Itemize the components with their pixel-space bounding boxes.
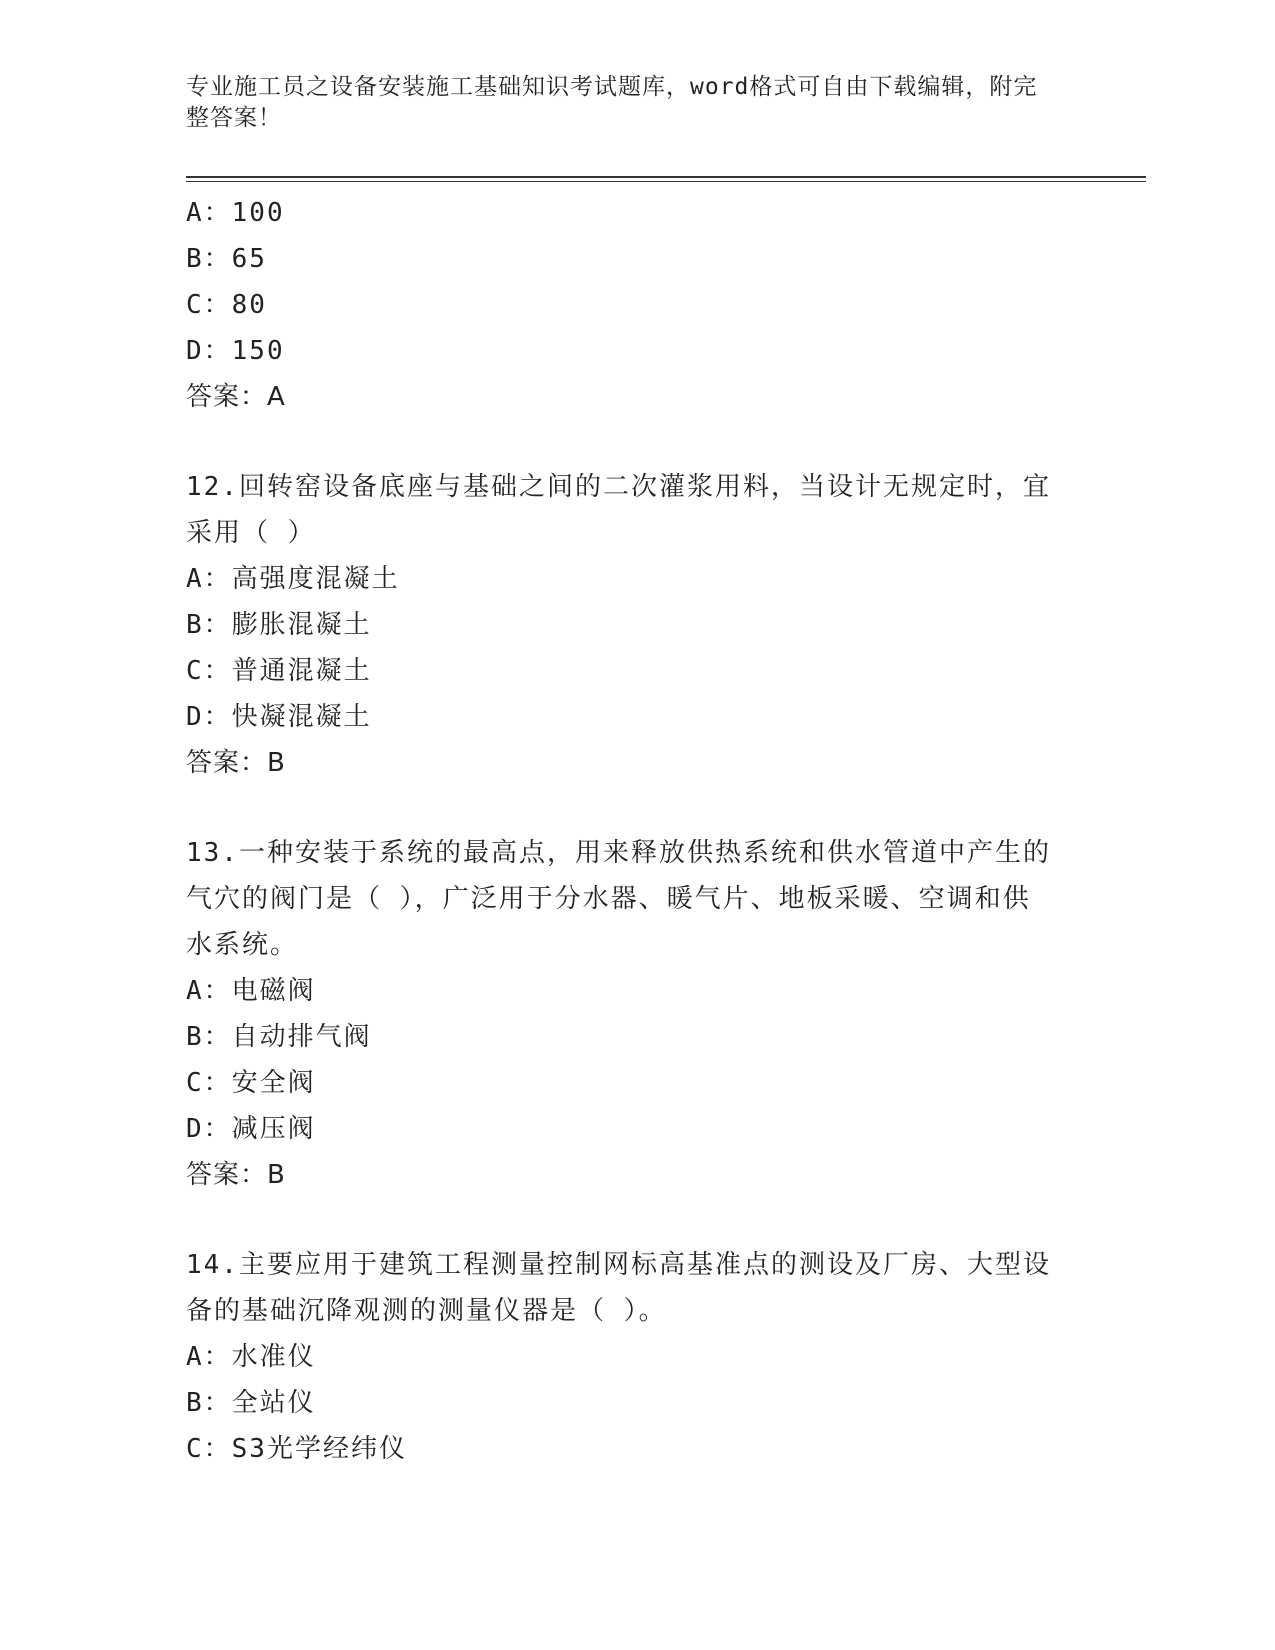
header-divider-thin (186, 181, 1146, 182)
question-14-block (186, 1242, 1066, 1472)
question-13-block (186, 830, 1066, 1198)
document-header (186, 72, 1066, 134)
question-text-line: 备的基础沉降观测的测量仪器是（ ）。 (186, 1296, 667, 1326)
answer: 答案：A (186, 382, 286, 412)
option-b: B：65 (186, 244, 267, 274)
option-a: A：水准仪 (186, 1342, 316, 1372)
answer: 答案：B (186, 1160, 286, 1190)
question-12-block (186, 464, 1066, 786)
header-line-2: 整答案！ (186, 105, 282, 131)
spacer (186, 786, 1066, 830)
option-d: D：减压阀 (186, 1114, 316, 1144)
answer: 答案：B (186, 748, 286, 778)
question-text-line: 12.回转窑设备底座与基础之间的二次灌浆用料，当设计无规定时，宜 (186, 472, 1051, 502)
document-body (186, 190, 1066, 1472)
option-d: D：150 (186, 336, 285, 366)
option-b: B：全站仪 (186, 1388, 316, 1418)
question-11-block (186, 190, 1066, 420)
option-b: B：膨胀混凝土 (186, 610, 372, 640)
question-text-line: 气穴的阀门是（ ），广泛用于分水器、暖气片、地板采暖、空调和供 (186, 884, 1031, 914)
option-a: A：100 (186, 198, 285, 228)
spacer (186, 1198, 1066, 1242)
option-c: C：安全阀 (186, 1068, 316, 1098)
spacer (186, 420, 1066, 464)
option-c: C：S3光学经纬仪 (186, 1434, 407, 1464)
question-text-line: 采用（ ） (186, 518, 316, 548)
option-c: C：普通混凝土 (186, 656, 372, 686)
option-c: C：80 (186, 290, 267, 320)
question-text-line: 13.一种安装于系统的最高点，用来释放供热系统和供水管道中产生的 (186, 838, 1051, 868)
option-a: A：高强度混凝土 (186, 564, 400, 594)
header-line-1: 专业施工员之设备安装施工基础知识考试题库，word格式可自由下载编辑，附完 (186, 74, 1038, 100)
option-a: A：电磁阀 (186, 976, 316, 1006)
option-d: D：快凝混凝土 (186, 702, 372, 732)
question-text-line: 14.主要应用于建筑工程测量控制网标高基准点的测设及厂房、大型设 (186, 1250, 1051, 1280)
header-divider-thick (186, 176, 1146, 178)
option-b: B：自动排气阀 (186, 1022, 372, 1052)
question-text-line: 水系统。 (186, 930, 299, 960)
